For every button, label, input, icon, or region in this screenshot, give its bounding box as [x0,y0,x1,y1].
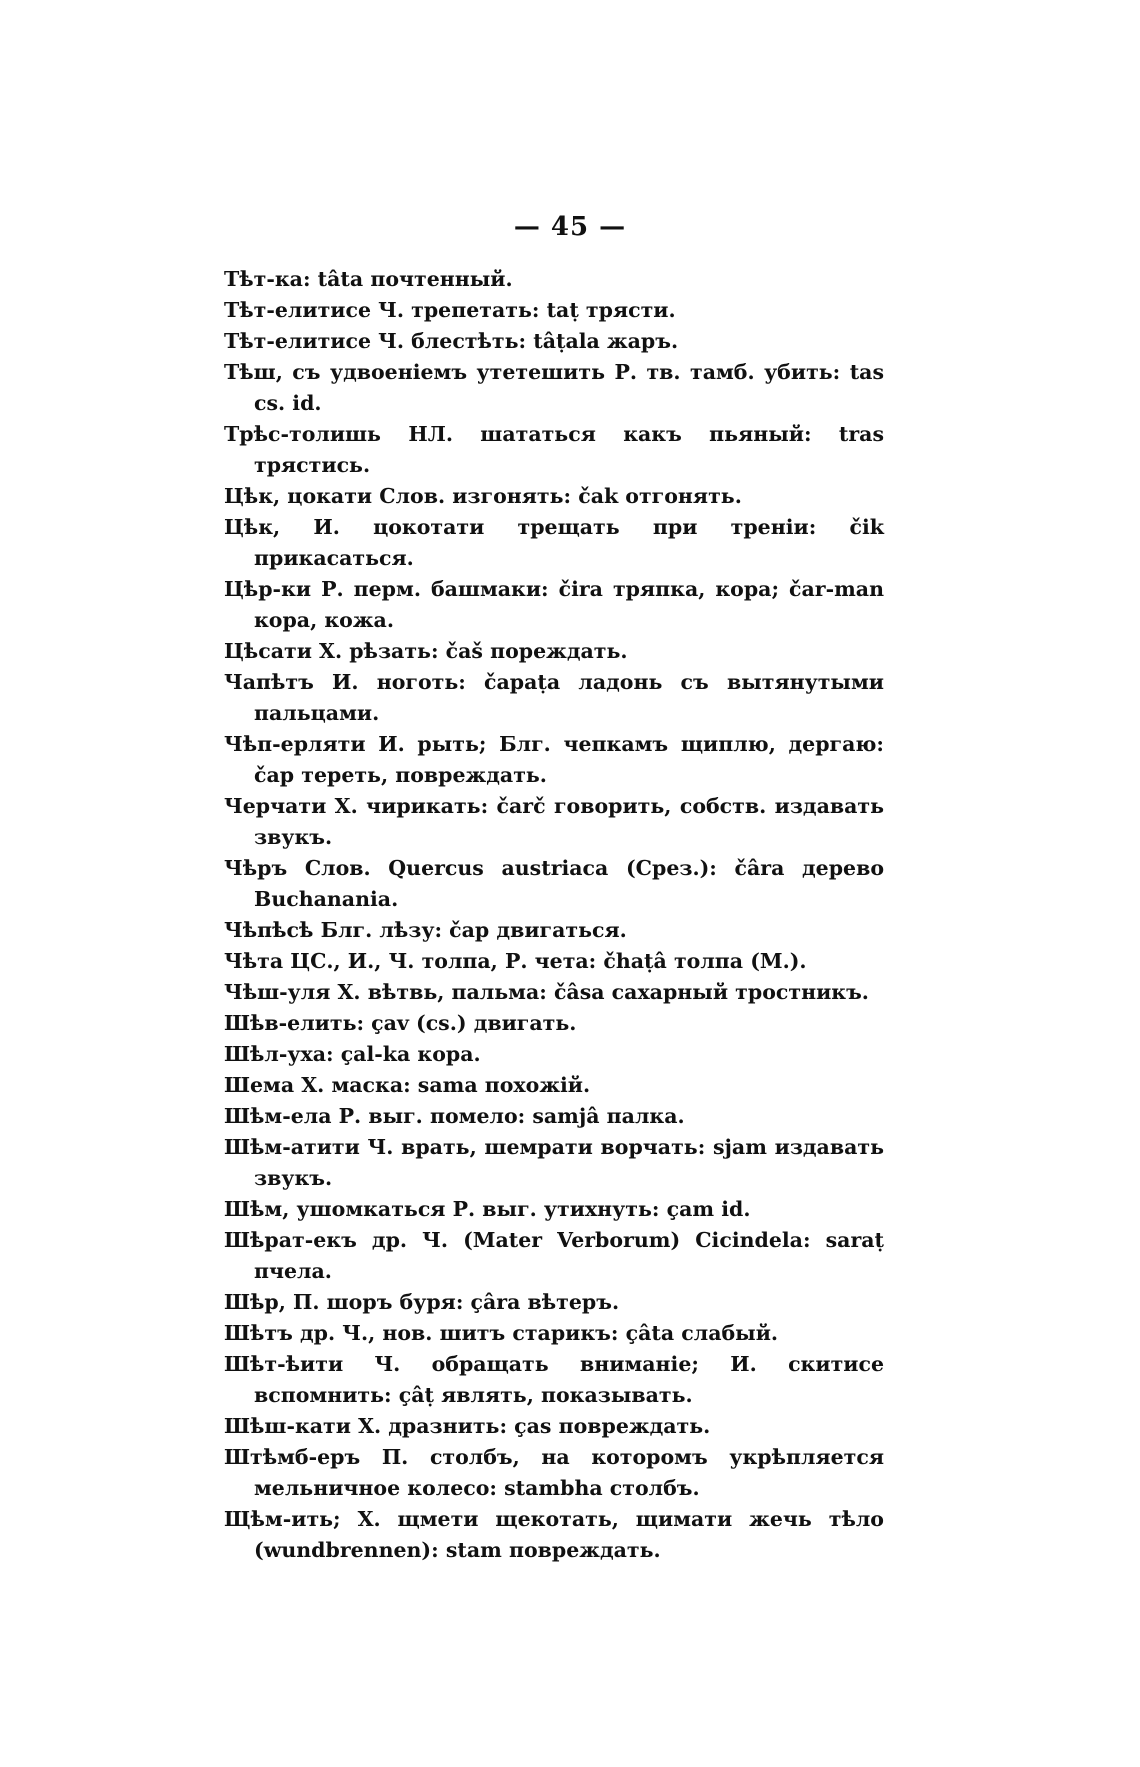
dictionary-entry: Чапѣтъ И. ноготь: čapaṭa ладонь съ вытянутыми пальцами. [224,670,884,725]
dictionary-entry: Черчати Х. чирикать: čarč говорить, собств. издавать звукъ. [224,794,884,849]
dictionary-entry: Чѣп-ерляти И. рыть; Блг. чепкамъ щиплю, дергаю: čap тереть, повреждать. [224,732,884,787]
dictionary-entry: Шѣтъ др. Ч., нов. шитъ старикъ: çâta слабый. [224,1321,779,1345]
page-number: — 45 — [513,212,627,242]
dictionary-entry: Трѣс-толишь НЛ. шататься какъ пьяный: tras трястись. [224,422,884,477]
dictionary-entry: Шѣв-елить: çav (cs.) двигать. [224,1011,577,1035]
dictionary-entry: Чѣш-уля Х. вѣтвь, пальма: čâsa сахарный тростникъ. [224,980,869,1004]
dictionary-entry: Цѣк, цокати Слов. изгонять: čak отгонять. [224,484,742,508]
dictionary-entry: Штѣмб-еръ П. столбъ, на которомъ укрѣпляется мельничное колесо: stambha столбъ. [224,1445,884,1500]
dictionary-entry: Шѣр, П. шоръ буря: çâra вѣтеръ. [224,1290,620,1314]
dictionary-entry: Чѣпѣсѣ Блг. лѣзу: čap двигаться. [224,918,627,942]
dictionary-entry: Цѣк, И. цокотати трещать при треніи: čik прикасаться. [224,515,884,570]
dictionary-entry: Щѣм-ить; Х. щмети щекотать, щимати жечь тѣло (wundbrennen): stam повреждать. [224,1507,884,1562]
dictionary-entry: Шѣм-ела Р. выг. помело: samjâ палка. [224,1104,685,1128]
dictionary-entry: Шѣт-ѣити Ч. обращать вниманіе; И. скитисе вспомнить: çâṭ являть, показывать. [224,1352,884,1407]
dictionary-entry: Чѣръ Слов. Quercus austriaca (Срез.): čâra дерево Buchanania. [224,856,884,911]
dictionary-entry: Цѣсати Х. рѣзать: čaš пореждать. [224,639,628,663]
dictionary-entry: Шѣм, ушомкаться Р. выг. утихнуть: çam id. [224,1197,751,1221]
dictionary-entries [224,264,884,1566]
dictionary-entry: Шѣм-атити Ч. врать, шемрати ворчать: sjam издавать звукъ. [224,1135,884,1190]
dictionary-entry: Тѣт-елитисе Ч. блестѣть: tâṭala жаръ. [224,329,679,353]
dictionary-entry: Чѣта ЦС., И., Ч. толпа, Р. чета: čhaṭâ толпа (М.). [224,949,807,973]
dictionary-entry: Тѣш, съ удвоеніемъ утетешить Р. тв. тамб. убить: tas cs. id. [224,360,884,415]
dictionary-entry: Цѣр-ки Р. перм. башмаки: čira тряпка, кора; čar-man кора, кожа. [224,577,884,632]
dictionary-entry: Шѣрат-екъ др. Ч. (Mater Verborum) Cicindela: saraṭ пчела. [224,1228,884,1283]
dictionary-entry: Шѣш-кати Х. дразнить: ças повреждать. [224,1414,711,1438]
dictionary-entry: Тѣт-елитисе Ч. трепетать: taṭ трясти. [224,298,676,322]
dictionary-entry: Шѣл-уха: çal-ka кора. [224,1042,481,1066]
dictionary-entry: Шема Х. маска: sama похожій. [224,1073,591,1097]
dictionary-entry: Тѣт-ка: tâta почтенный. [224,267,513,291]
